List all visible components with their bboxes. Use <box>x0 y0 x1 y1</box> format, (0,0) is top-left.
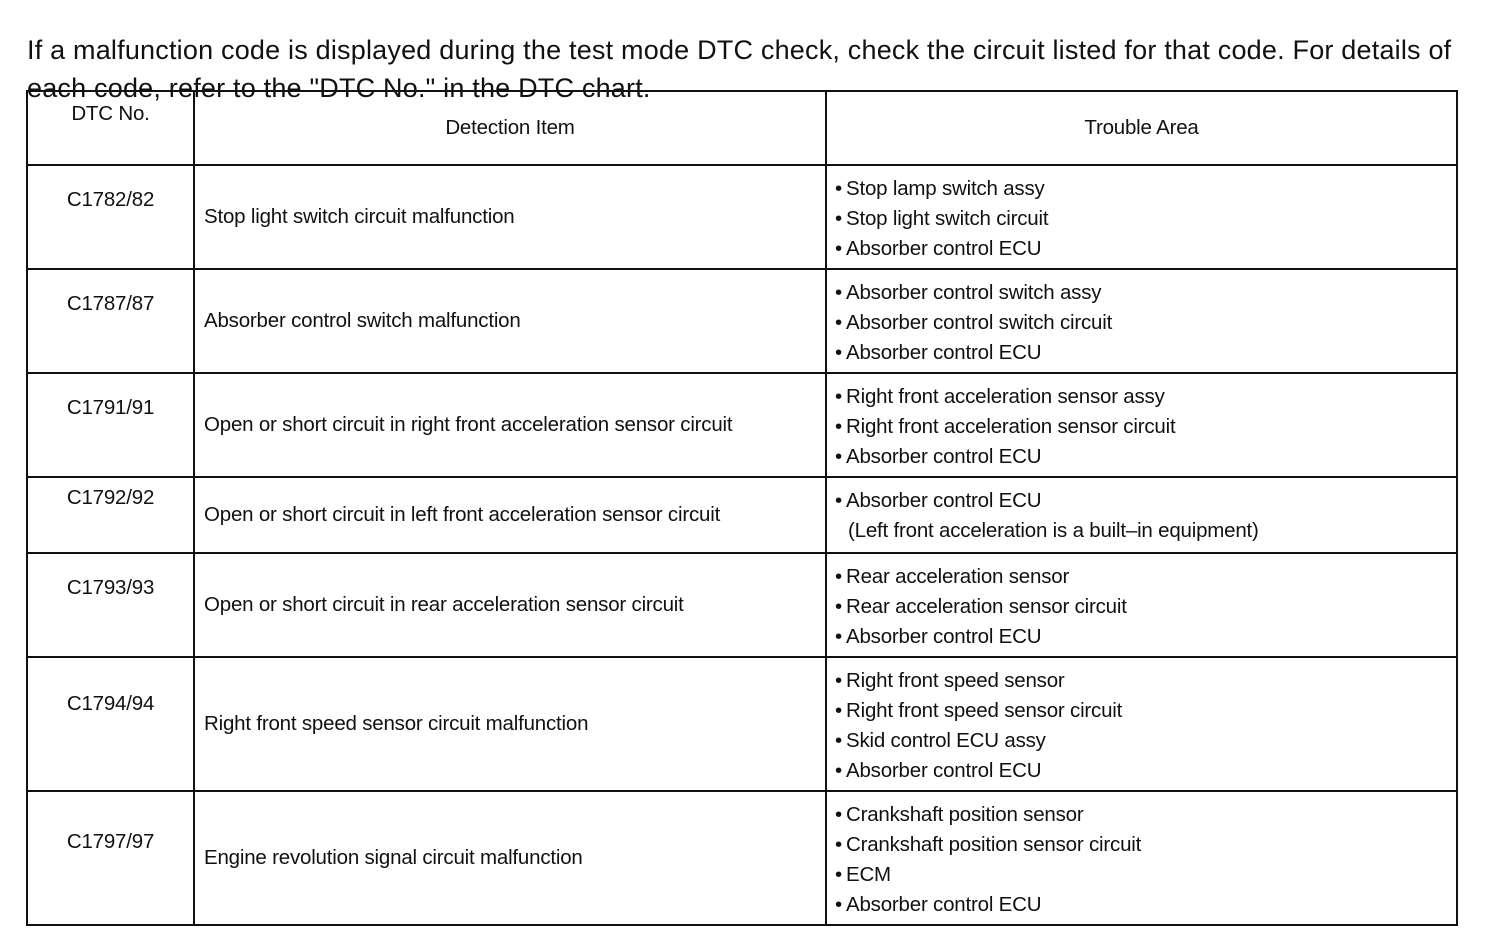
table-header-row <box>27 91 1457 165</box>
dtc-code: C1791/91 <box>27 373 194 477</box>
trouble-area-item: • Absorber control ECU <box>835 890 1450 920</box>
detection-item: Open or short circuit in left front acceleration sensor circuit <box>194 477 826 553</box>
detection-item: Right front speed sensor circuit malfunction <box>194 657 826 791</box>
trouble-area <box>826 373 1457 477</box>
trouble-area-item: • Right front speed sensor <box>835 666 1450 696</box>
trouble-area-item: • Crankshaft position sensor <box>835 800 1450 830</box>
trouble-area-item: • Rear acceleration sensor circuit <box>835 592 1450 622</box>
trouble-area-item: • Absorber control ECU <box>835 486 1450 516</box>
trouble-area <box>826 657 1457 791</box>
table-row <box>27 553 1457 657</box>
dtc-chart-table <box>26 90 1458 926</box>
detection-item: Absorber control switch malfunction <box>194 269 826 373</box>
detection-item: Open or short circuit in right front acceleration sensor circuit <box>194 373 826 477</box>
trouble-area <box>826 165 1457 269</box>
header-detection-item: Detection Item <box>194 91 826 165</box>
trouble-area-item: • Stop lamp switch assy <box>835 174 1450 204</box>
table-row <box>27 477 1457 553</box>
trouble-area-item: • Crankshaft position sensor circuit <box>835 830 1450 860</box>
trouble-area <box>826 269 1457 373</box>
dtc-code: C1797/97 <box>27 791 194 925</box>
trouble-area-item: • Absorber control switch circuit <box>835 308 1450 338</box>
trouble-area-item: • Absorber control ECU <box>835 442 1450 472</box>
trouble-area-item: • Absorber control switch assy <box>835 278 1450 308</box>
table-row <box>27 269 1457 373</box>
trouble-area-item: • Right front acceleration sensor circuit <box>835 412 1450 442</box>
trouble-area-item: • Skid control ECU assy <box>835 726 1450 756</box>
table-row <box>27 373 1457 477</box>
trouble-area-item: • Stop light switch circuit <box>835 204 1450 234</box>
detection-item: Engine revolution signal circuit malfunction <box>194 791 826 925</box>
table-row <box>27 657 1457 791</box>
trouble-area <box>826 791 1457 925</box>
trouble-area-item: • Right front acceleration sensor assy <box>835 382 1450 412</box>
dtc-code: C1782/82 <box>27 165 194 269</box>
intro-text: If a malfunction code is displayed during the test mode DTC check, check the circuit listed for that code. For details of each code, refer to the "DTC No." in the DTC chart. <box>27 35 1452 103</box>
trouble-area <box>826 553 1457 657</box>
trouble-area-item: • Rear acceleration sensor <box>835 562 1450 592</box>
trouble-area-item: • Right front speed sensor circuit <box>835 696 1450 726</box>
dtc-code: C1787/87 <box>27 269 194 373</box>
detection-item: Stop light switch circuit malfunction <box>194 165 826 269</box>
header-trouble-area: Trouble Area <box>826 91 1457 165</box>
trouble-area-item: • Absorber control ECU <box>835 622 1450 652</box>
trouble-area-item: • Absorber control ECU <box>835 338 1450 368</box>
trouble-area-note: (Left front acceleration is a built–in equipment) <box>848 519 1259 542</box>
dtc-code: C1793/93 <box>27 553 194 657</box>
dtc-code: C1792/92 <box>27 477 194 553</box>
dtc-code: C1794/94 <box>27 657 194 791</box>
table-row <box>27 165 1457 269</box>
table-row <box>27 791 1457 925</box>
trouble-area <box>826 477 1457 553</box>
trouble-area-item: • ECM <box>835 860 1450 890</box>
trouble-area-item: • Absorber control ECU <box>835 234 1450 264</box>
header-dtc-no: DTC No. <box>27 91 194 165</box>
detection-item: Open or short circuit in rear acceleration sensor circuit <box>194 553 826 657</box>
trouble-area-item: • Absorber control ECU <box>835 756 1450 786</box>
